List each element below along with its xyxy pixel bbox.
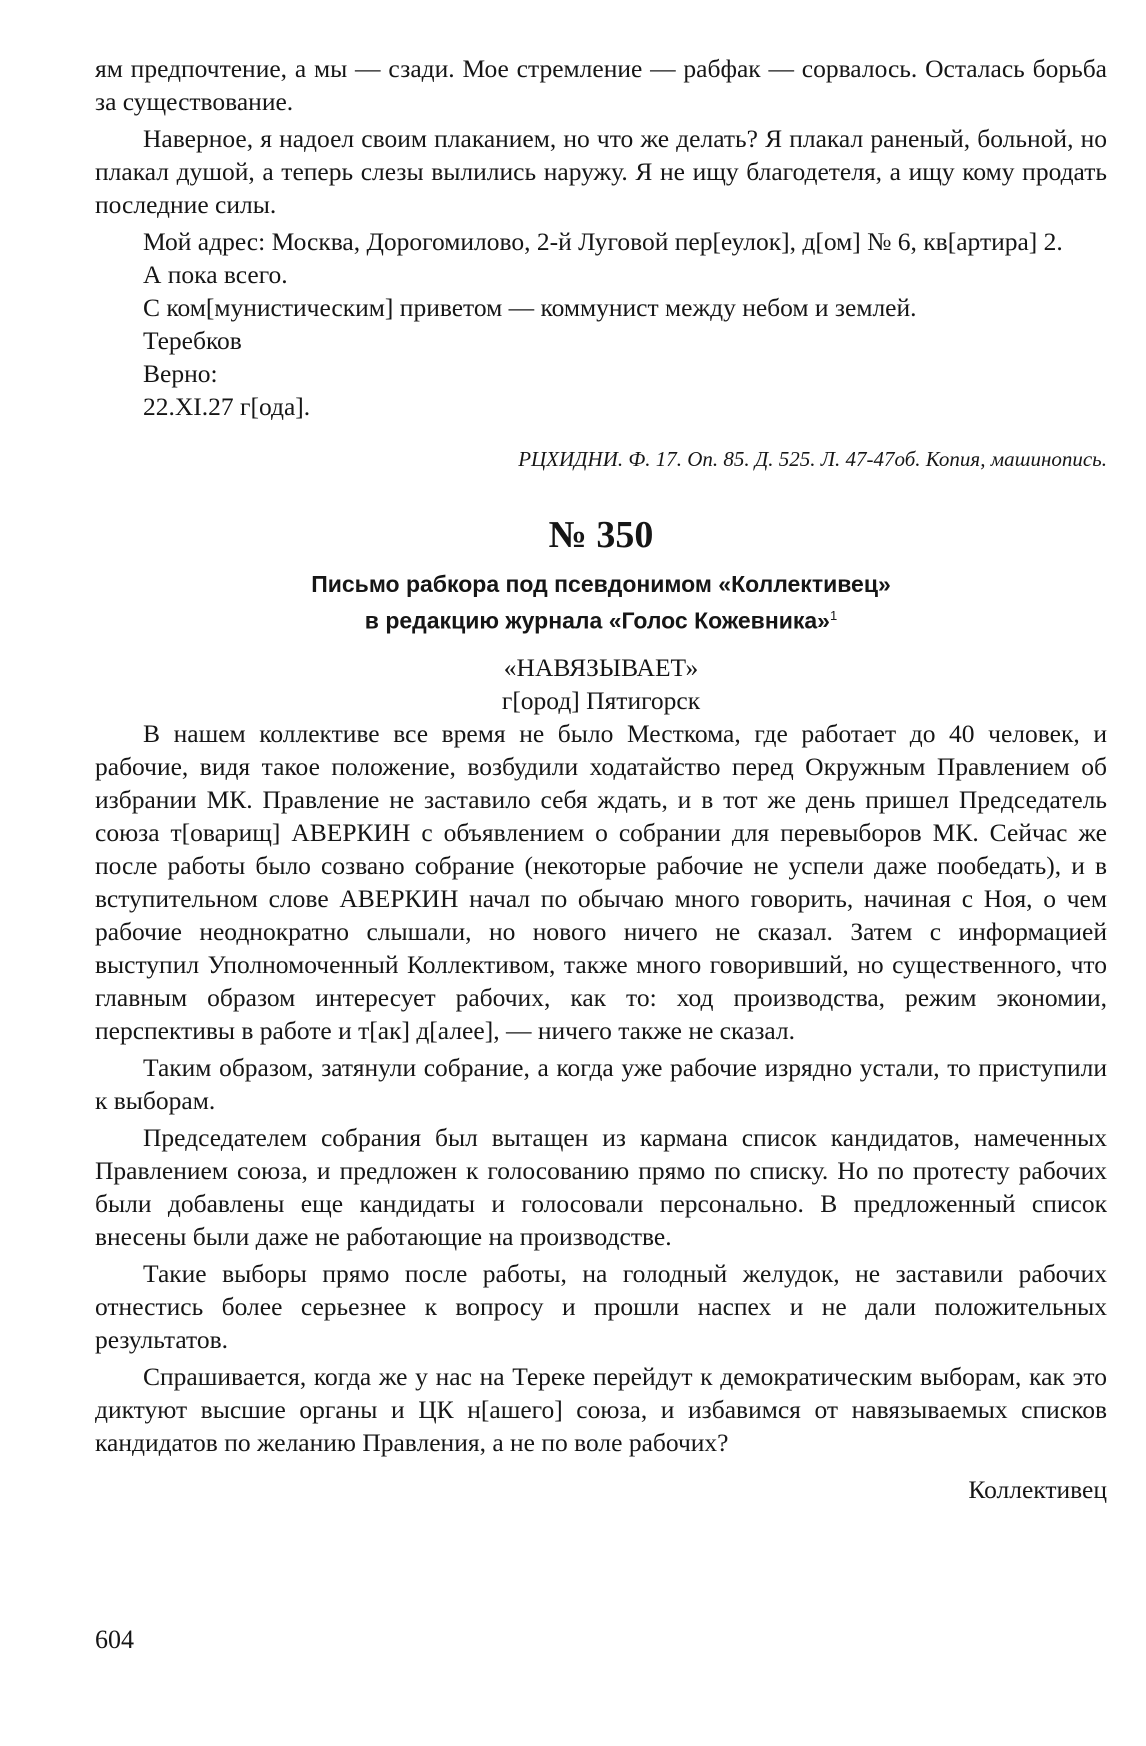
archive-source: РЦХИДНИ. Ф. 17. Оп. 85. Д. 525. Л. 47-47об. Копия, машинопись. xyxy=(518,447,1107,471)
article-paragraph-1: В нашем коллективе все время не было Месткома, где работает до 40 человек, и рабочие, видя такое положение, возбудили ходатайство перед Окружным Правлением об избрании МК. Правление не заставило себя ждать, и в тот же день пришел Председатель союза т[оварищ] АВЕРКИН с объявлением о собрании для перевыборов МК. Сейчас же после работы было созвано собрание (некоторые рабочие не успели даже пообедать), и в вступительном слове АВЕРКИН начал по обычаю много говорить, начиная с Ноя, о чем рабочие неоднократно слышали, но нового ничего не сказал. Затем с информацией выступил Уполномоченный Коллективом, также много говоривший, но существенного, что главным образом интересует рабочих, как то: ход производства, режим экономии, перспективы в работе и т[ак] д[алее], — ничего также не сказал. xyxy=(95,718,1107,1045)
footnote-mark: 1 xyxy=(829,608,838,623)
page-content xyxy=(95,52,1107,1506)
document-title-line-1: Письмо рабкора под псевдонимом «Коллективец» xyxy=(311,571,891,597)
letter-closing-1: А пока всего. xyxy=(143,260,288,289)
article-paragraph-2: Таким образом, затянули собрание, а когда уже рабочие изрядно устали, то приступили к выборам. xyxy=(95,1052,1107,1115)
page-number: 604 xyxy=(95,1625,134,1654)
document-number: № 350 xyxy=(548,514,654,556)
letter-closing-2: С ком[мунистическим] приветом — коммунист между небом и землей. xyxy=(143,293,917,322)
document-title-text: в редакцию журнала «Голос Кожевника» xyxy=(364,607,830,634)
article-paragraph-3: Председателем собрания был вытащен из кармана список кандидатов, намеченных Правлением союза, и предложен к голосованию прямо по списку. Но по протесту рабочих были добавлены еще кандидаты и голосовали персонально. В предложенный список внесены были даже не работающие на производстве. xyxy=(95,1122,1107,1251)
document-title-line-2 xyxy=(95,600,1107,637)
letter-paragraph-2: Наверное, я надоел своим плаканием, но что же делать? Я плакал раненый, больной, но плакал душой, а теперь слезы вылились наружу. Я не ищу благодетеля, а ищу кому продать последние силы. xyxy=(95,124,1107,219)
letter-address: Мой адрес: Москва, Дорогомилово, 2-й Луговой пер[еулок], д[ом] № 6, кв[артира] 2. xyxy=(143,227,1063,256)
article-signature: Коллективец xyxy=(968,1474,1107,1504)
article-paragraph-5: Спрашивается, когда же у нас на Тереке перейдут к демократическим выборам, как это диктуют высшие органы и ЦК н[ашего] союза, и избавимся от навязываемых списков кандидатов по желанию Правления, а не по воле рабочих? xyxy=(95,1361,1107,1457)
letter-date: 22.XI.27 г[ода]. xyxy=(143,392,311,421)
article-place: г[ород] Пятигорск xyxy=(501,685,701,715)
article-heading: «НАВЯЗЫВАЕТ» xyxy=(503,652,699,682)
letter-verified: Верно: xyxy=(143,359,218,388)
article-paragraph-4: Такие выборы прямо после работы, на голодный желудок, не заставили рабочих отнестись более серьезнее к вопросу и прошли наспех и не дали положительных результатов. xyxy=(95,1258,1107,1354)
letter-signature: Теребков xyxy=(143,326,242,355)
letter-paragraph-1: ям предпочтение, а мы — сзади. Мое стремление — рабфак — сорвалось. Осталась борьба за существование. xyxy=(95,54,1107,116)
